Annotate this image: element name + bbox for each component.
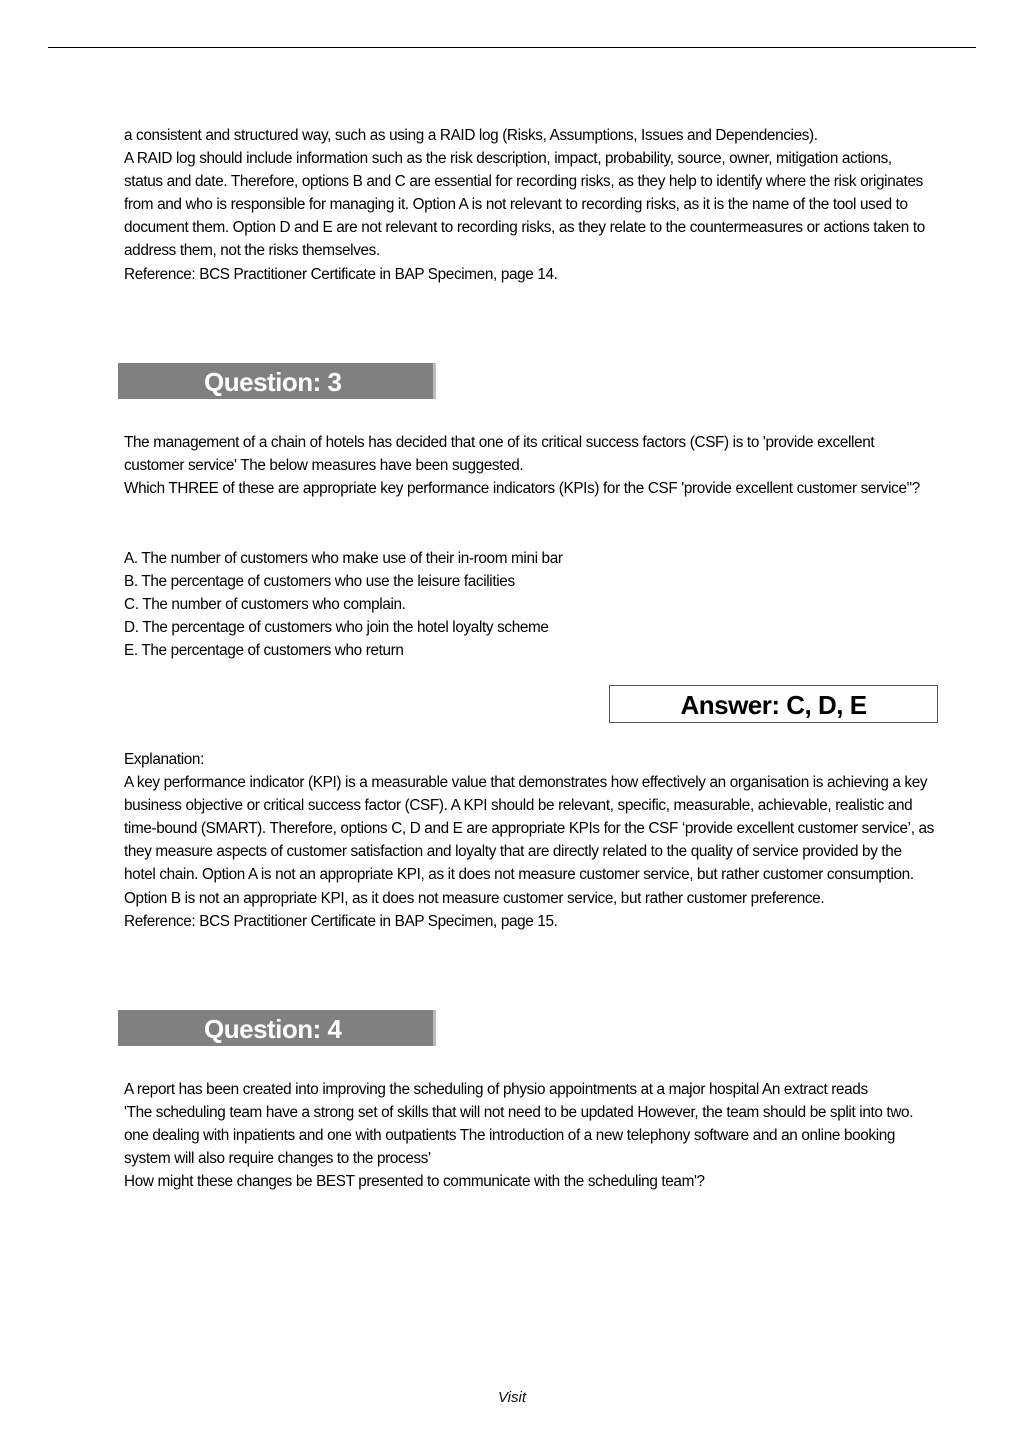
question-stem-line: How might these changes be BEST presented to communicate with the scheduling team'?	[124, 1173, 705, 1191]
question-stem-line: The management of a chain of hotels has decided that one of its critical success factors (CSF) is to 'provide excellent customer service' The below measures have been suggested.	[124, 434, 875, 475]
question-3-banner	[118, 363, 436, 399]
answer-box: Answer: C, D, E	[609, 685, 938, 723]
explanation-text: A key performance indicator (KPI) is a measurable value that demonstrates how effectively an organisation is achieving a key business objective or critical success factor (CSF). A KPI should be relevant, specific, measurable, achievable, realistic and time-bound (SMART). Therefore, options C, D and E are appropriate KPIs for the CSF ‘provide excellent customer service’, as they measure aspects of customer satisfaction and loyalty that are directly related to the quality of service provided by the hotel chain. Option A is not an appropriate KPI, as it does not measure customer service, but rather customer consumption. Option B is not an appropriate KPI, as it does not measure customer service, but rather customer preference.	[124, 774, 934, 907]
reference-text: Reference: BCS Practitioner Certificate in BAP Specimen, page 15.	[124, 912, 558, 930]
reference-text: Reference: BCS Practitioner Certificate in BAP Specimen, page 14.	[124, 265, 558, 283]
question-stem-line: 'The scheduling team have a strong set of skills that will not need to be updated However, the team should be split into two. one dealing with inpatients and one with outpatients The introduction of a new telephony software and an online booking system will also require changes to the process'	[124, 1104, 914, 1168]
continuation-line: A RAID log should include information such as the risk description, impact, probability, source, owner, mitigation actions, status and date. Therefore, options B and C are essential for recording risks, as they help to identify where the risk originates from and who is responsible for managing it. Option A is not relevant to recording risks, as it is the name of the tool used to document them. Option D and E are not relevant to recording risks, as they relate to the countermeasures or actions taken to address them, not the risks themselves.	[124, 150, 925, 260]
question-4-title: Question: 4	[204, 1014, 342, 1044]
continuation-line: a consistent and structured way, such as using a RAID log (Risks, Assumptions, Issues and Dependencies).	[124, 127, 818, 144]
footer-visit-link[interactable]: Visit	[497, 1389, 527, 1406]
option-d: D. The percentage of customers who join the hotel loyalty scheme	[124, 619, 549, 637]
question-3-options	[124, 547, 934, 662]
option-e: E. The percentage of customers who return	[124, 642, 404, 660]
question-4-banner	[118, 1010, 436, 1046]
option-a: A. The number of customers who make use of their in-room mini bar	[124, 550, 563, 567]
option-b: B. The percentage of customers who use the leisure facilities	[124, 573, 515, 591]
previous-explanation-continuation	[124, 124, 934, 286]
question-4-stem	[124, 1078, 934, 1193]
question-stem-line: A report has been created into improving the scheduling of physio appointments at a major hospital An extract reads	[124, 1081, 868, 1098]
explanation-label: Explanation:	[124, 751, 204, 768]
option-c: C. The number of customers who complain.	[124, 596, 406, 614]
header-rule	[48, 47, 976, 48]
question-3-title: Question: 3	[204, 367, 342, 397]
question-stem-line: Which THREE of these are appropriate key performance indicators (KPIs) for the CSF 'provide excellent customer service"?	[124, 480, 920, 498]
question-3-explanation	[124, 748, 934, 933]
question-3-stem	[124, 431, 934, 500]
